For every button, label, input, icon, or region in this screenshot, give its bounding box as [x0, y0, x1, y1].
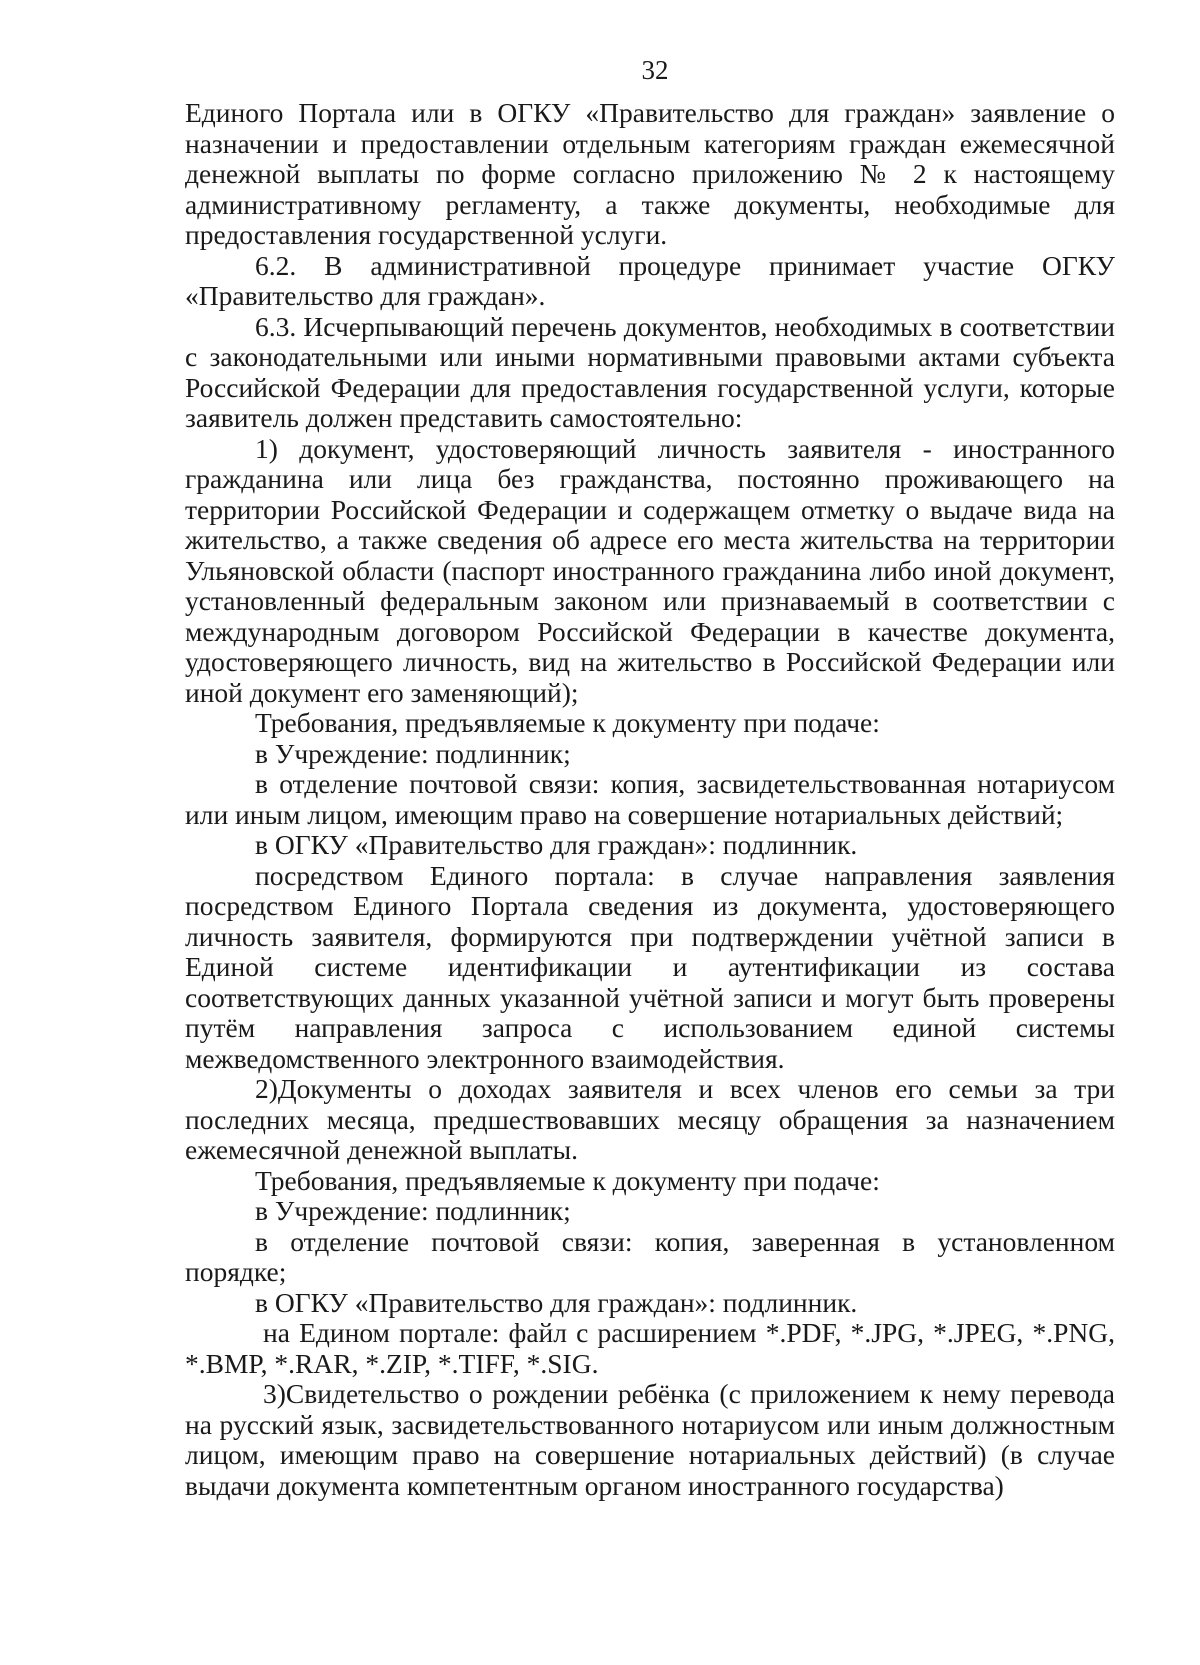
paragraph-continuation: Единого Портала или в ОГКУ «Правительство для граждан» заявление о назначении и предоставлении отдельным категориям граждан ежемесячной денежной выплаты по форме согласно приложению № 2 к настоящему административному регламенту, а также документы, необходимые для предоставления государственной услуги.	[185, 97, 1115, 250]
paragraph-requirements-2-ogku: в ОГКУ «Правительство для граждан»: подлинник.	[255, 1286, 858, 1318]
paragraph-item-1: 1) документ, удостоверяющий личность заявителя - иностранного гражданина или лица без гражданства, постоянно проживающего на территории Российской Федерации и содержащем отметку о выдаче вида на жительство, а также сведения об адресе его места жительства на территории Ульяновской области (паспорт иностранного гражданина либо иной документ, установленный федеральным законом или признаваемый в соответствии с международным договором Российской Федерации в качестве документа, удостоверяющего личность, вид на жительство в Российской Федерации или иной документ его заменяющий);	[185, 432, 1115, 708]
paragraph-requirements-1-portal: посредством Единого портала: в случае направления заявления посредством Единого Портала сведения из документа, удостоверяющего личность заявителя, формируются при подтверждении учётной записи в Единой системе идентификации и аутентификации из состава соответствующих данных указанной учётной записи и могут быть проверены путём направления запроса с использованием единой системы межведомственного электронного взаимодействия.	[185, 859, 1115, 1074]
page-number: 32	[641, 55, 669, 85]
paragraph-requirements-2-portal: на Едином портале: файл с расширением *.PDF, *.JPG, *.JPEG, *.PNG, *.BMP, *.RAR, *.ZIP, *.TIFF, *.SIG.	[185, 1317, 1115, 1379]
paragraph-requirements-2-institution: в Учреждение: подлинник;	[255, 1195, 571, 1226]
paragraph-requirements-1-post: в отделение почтовой связи: копия, засвидетельствованная нотариусом или иным лицом, имеющим право на совершение нотариальных действий;	[185, 768, 1115, 830]
paragraph-6-3: 6.3. Исчерпывающий перечень документов, необходимых в соответствии с законодательными или иными нормативными правовыми актами субъекта Российской Федерации для предоставления государственной услуги, которые заявитель должен представить самостоятельно:	[185, 310, 1115, 433]
paragraph-requirements-2-post: в отделение почтовой связи: копия, заверенная в установленном порядке;	[185, 1225, 1115, 1287]
document-body	[185, 98, 1115, 1501]
paragraph-item-2: 2)Документы о доходах заявителя и всех членов его семьи за три последних месяца, предшествовавших месяцу обращения за назначением ежемесячной денежной выплаты.	[185, 1073, 1115, 1165]
paragraph-requirements-1-ogku: в ОГКУ «Правительство для граждан»: подлинник.	[255, 829, 858, 860]
paragraph-requirements-1: Требования, предъявляемые к документу при подаче:	[255, 707, 880, 738]
paragraph-item-3: 3)Свидетельство о рождении ребёнка (с приложением к нему перевода на русский язык, засвидетельствованного нотариусом или иным должностным лицом, имеющим право на совершение нотариальных действий) (в случае выдачи документа компетентным органом иностранного государства)	[185, 1378, 1115, 1501]
paragraph-requirements-2: Требования, предъявляемые к документу при подаче:	[255, 1164, 880, 1196]
paragraph-6-2: 6.2. В административной процедуре принимает участие ОГКУ «Правительство для граждан».	[185, 249, 1115, 311]
paragraph-requirements-1-institution: в Учреждение: подлинник;	[255, 737, 571, 769]
